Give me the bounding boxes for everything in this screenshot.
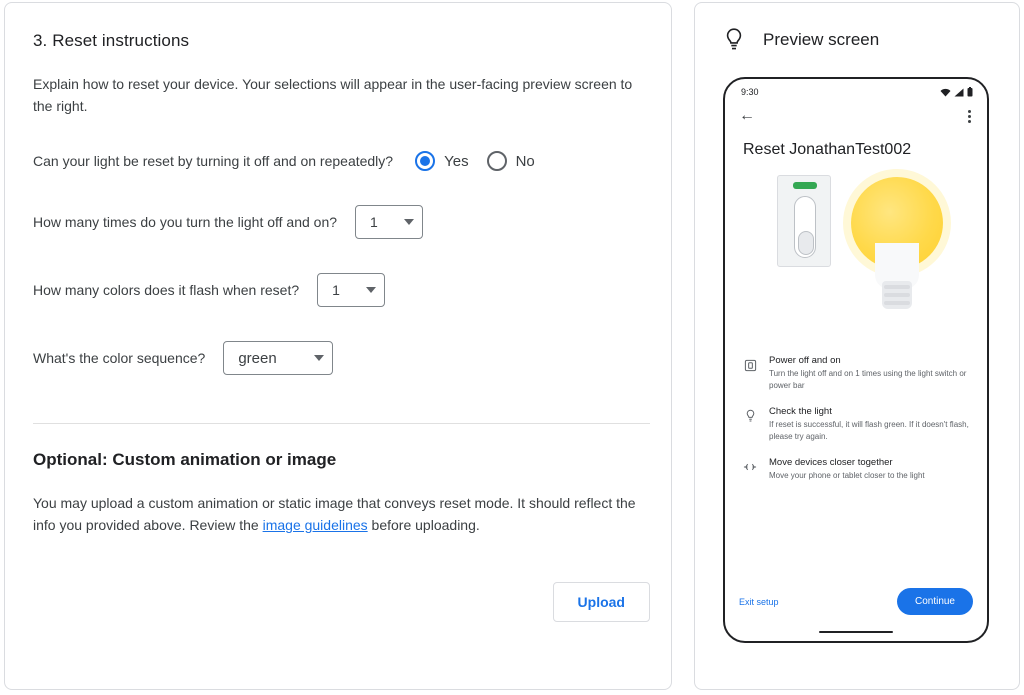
select-color-sequence[interactable] — [223, 341, 333, 375]
bulb-icon — [741, 407, 759, 425]
radio-yes-icon[interactable] — [415, 151, 435, 171]
exit-setup-link[interactable]: Exit setup — [739, 596, 779, 607]
upload-button[interactable]: Upload — [553, 582, 650, 622]
bulb-base-graphic — [882, 281, 912, 309]
image-guidelines-link[interactable]: image guidelines — [262, 517, 368, 533]
upload-row — [33, 582, 650, 622]
optional-description — [33, 492, 643, 536]
preview-header — [695, 27, 1019, 53]
preview-title: Preview screen — [763, 30, 880, 49]
select-value: 1 — [370, 214, 378, 230]
chevron-down-icon — [366, 287, 376, 293]
continue-button[interactable]: Continue — [897, 588, 973, 615]
preview-card — [694, 2, 1020, 690]
step-description: Turn the light off and on 1 times using the light switch or power bar — [769, 369, 967, 390]
radio-no-icon[interactable] — [487, 151, 507, 171]
step-description: Move your phone or tablet closer to the light — [769, 471, 925, 480]
radio-no-label: No — [515, 152, 535, 170]
question-label: Can your light be reset by turning it off and on repeatedly? — [33, 153, 394, 169]
switch-led-indicator — [793, 182, 817, 189]
back-arrow-icon[interactable]: ← — [739, 107, 755, 124]
question-label: What's the color sequence? — [33, 350, 206, 366]
phone-footer — [725, 588, 987, 615]
select-value: green — [238, 349, 277, 367]
list-item — [741, 355, 971, 392]
status-icons — [940, 87, 973, 97]
reset-steps-list — [725, 343, 987, 482]
radio-option-yes[interactable] — [415, 151, 468, 171]
select-value: 1 — [332, 282, 340, 298]
battery-icon — [967, 87, 973, 97]
optional-text-part2: before uploading. — [367, 517, 480, 533]
switch-toggle — [794, 196, 816, 258]
phone-preview — [723, 77, 989, 643]
more-vert-icon[interactable] — [968, 110, 971, 123]
phone-appbar — [725, 97, 987, 125]
divider — [33, 423, 650, 424]
intro-text: Explain how to reset your device. Your selections will appear in the user-facing preview screen to the right. — [33, 76, 633, 114]
step-title: Power off and on — [769, 355, 841, 366]
move-closer-icon — [741, 458, 759, 476]
list-item — [741, 406, 971, 443]
question-reset-repeatedly — [33, 151, 643, 171]
power-switch-icon — [741, 356, 759, 374]
optional-text-part1: You may upload a custom animation or static image that conveys reset mode. It should reflect the info you provided above. Review the — [33, 495, 636, 533]
radio-option-no[interactable] — [487, 151, 535, 171]
bulb-icon — [723, 27, 745, 53]
question-label: How many times do you turn the light off and on? — [33, 214, 338, 230]
step-title: Move devices closer together — [769, 457, 893, 468]
question-label: How many colors does it flash when reset? — [33, 282, 300, 298]
radio-yes-label: Yes — [444, 152, 469, 170]
question-off-on-times — [33, 205, 643, 239]
question-colors-flash — [33, 273, 643, 307]
select-colors-flash[interactable] — [317, 273, 385, 307]
list-item — [741, 457, 971, 482]
optional-section-title: Optional: Custom animation or image — [33, 450, 337, 469]
home-indicator — [819, 631, 893, 633]
step-description: If reset is successful, it will flash green. If it doesn't flash, please try again. — [769, 420, 969, 441]
phone-screen-title: Reset JonathanTest002 — [743, 141, 912, 158]
status-time: 9:30 — [741, 87, 759, 97]
radio-group-reset-repeatedly — [415, 151, 553, 171]
phone-status-bar — [725, 79, 987, 97]
select-off-on-times[interactable] — [355, 205, 423, 239]
wifi-icon — [940, 88, 951, 97]
signal-icon — [954, 88, 964, 97]
page-title: 3. Reset instructions — [33, 31, 190, 50]
question-color-sequence — [33, 341, 643, 375]
step-title: Check the light — [769, 406, 832, 417]
reset-illustration — [725, 165, 987, 343]
light-switch-graphic — [777, 175, 831, 267]
chevron-down-icon — [404, 219, 414, 225]
switch-knob — [798, 231, 814, 255]
reset-instructions-card — [4, 2, 672, 690]
chevron-down-icon — [314, 355, 324, 361]
